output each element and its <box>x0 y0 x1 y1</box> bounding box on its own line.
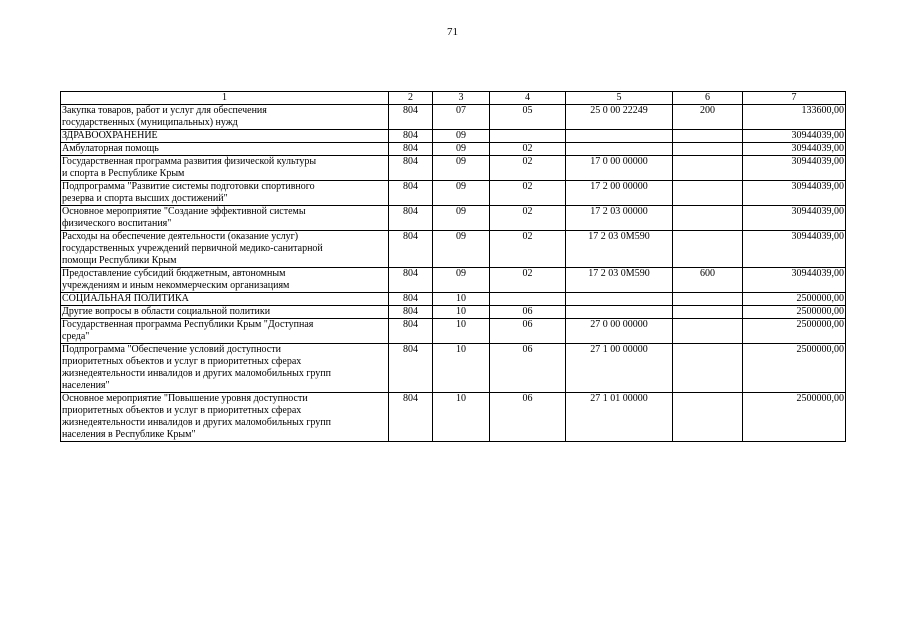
cell-subsection: 02 <box>490 231 566 268</box>
cell-gov-code: 804 <box>389 105 433 130</box>
cell-expense-type <box>673 344 743 393</box>
cell-expense-type <box>673 143 743 156</box>
cell-amount: 2500000,00 <box>743 344 846 393</box>
cell-subsection: 06 <box>490 319 566 344</box>
column-header: 4 <box>490 92 566 105</box>
cell-expense-type <box>673 306 743 319</box>
cell-gov-code: 804 <box>389 268 433 293</box>
cell-section: 10 <box>433 344 490 393</box>
cell-expense-type: 600 <box>673 268 743 293</box>
row-name: Государственная программа Республики Крым "Доступная среда" <box>61 319 389 344</box>
cell-gov-code: 804 <box>389 306 433 319</box>
column-header: 6 <box>673 92 743 105</box>
cell-expense-type <box>673 156 743 181</box>
cell-target-article: 25 0 00 22249 <box>566 105 673 130</box>
cell-target-article <box>566 306 673 319</box>
cell-amount: 30944039,00 <box>743 130 846 143</box>
cell-expense-type <box>673 231 743 268</box>
cell-target-article: 27 1 01 00000 <box>566 393 673 442</box>
cell-section: 10 <box>433 319 490 344</box>
cell-section: 09 <box>433 268 490 293</box>
table-row <box>61 319 846 344</box>
cell-section: 09 <box>433 181 490 206</box>
cell-section: 10 <box>433 293 490 306</box>
cell-target-article: 27 0 00 00000 <box>566 319 673 344</box>
row-name: Подпрограмма "Обеспечение условий доступности приоритетных объектов и услуг в приоритетных сферах жизнедеятельности инвалидов и других маломобильных групп населения" <box>61 344 389 393</box>
row-name: Государственная программа развития физической культуры и спорта в Республике Крым <box>61 156 389 181</box>
cell-gov-code: 804 <box>389 156 433 181</box>
cell-expense-type <box>673 319 743 344</box>
cell-expense-type <box>673 393 743 442</box>
cell-gov-code: 804 <box>389 130 433 143</box>
cell-subsection: 05 <box>490 105 566 130</box>
table-row <box>61 156 846 181</box>
cell-section: 10 <box>433 393 490 442</box>
cell-amount: 30944039,00 <box>743 156 846 181</box>
cell-section: 09 <box>433 231 490 268</box>
cell-subsection: 02 <box>490 206 566 231</box>
row-name: Предоставление субсидий бюджетным, автономным учреждениям и иным некоммерческим организациям <box>61 268 389 293</box>
table-row <box>61 293 846 306</box>
cell-target-article <box>566 143 673 156</box>
cell-amount: 30944039,00 <box>743 231 846 268</box>
row-name: Основное мероприятие "Создание эффективной системы физического воспитания" <box>61 206 389 231</box>
cell-target-article <box>566 130 673 143</box>
cell-subsection <box>490 293 566 306</box>
cell-expense-type <box>673 206 743 231</box>
row-name: СОЦИАЛЬНАЯ ПОЛИТИКА <box>61 293 389 306</box>
cell-amount: 2500000,00 <box>743 393 846 442</box>
cell-subsection: 06 <box>490 393 566 442</box>
cell-gov-code: 804 <box>389 181 433 206</box>
table-row <box>61 130 846 143</box>
cell-expense-type <box>673 130 743 143</box>
row-name: Закупка товаров, работ и услуг для обеспечения государственных (муниципальных) нужд <box>61 105 389 130</box>
cell-target-article: 27 1 00 00000 <box>566 344 673 393</box>
cell-subsection: 06 <box>490 306 566 319</box>
row-name: ЗДРАВООХРАНЕНИЕ <box>61 130 389 143</box>
cell-amount: 30944039,00 <box>743 206 846 231</box>
cell-expense-type: 200 <box>673 105 743 130</box>
cell-amount: 133600,00 <box>743 105 846 130</box>
cell-gov-code: 804 <box>389 393 433 442</box>
cell-subsection: 02 <box>490 143 566 156</box>
cell-subsection: 02 <box>490 156 566 181</box>
column-header: 1 <box>61 92 389 105</box>
cell-target-article: 17 2 03 0М590 <box>566 231 673 268</box>
cell-amount: 2500000,00 <box>743 293 846 306</box>
cell-target-article: 17 2 03 00000 <box>566 206 673 231</box>
table-row <box>61 143 846 156</box>
row-name: Амбулаторная помощь <box>61 143 389 156</box>
table-row <box>61 393 846 442</box>
column-header: 5 <box>566 92 673 105</box>
row-name: Подпрограмма "Развитие системы подготовки спортивного резерва и спорта высших достижений" <box>61 181 389 206</box>
cell-expense-type <box>673 293 743 306</box>
cell-section: 09 <box>433 156 490 181</box>
table-row <box>61 268 846 293</box>
cell-expense-type <box>673 181 743 206</box>
cell-subsection: 02 <box>490 268 566 293</box>
cell-amount: 2500000,00 <box>743 306 846 319</box>
cell-target-article <box>566 293 673 306</box>
cell-gov-code: 804 <box>389 206 433 231</box>
cell-section: 09 <box>433 130 490 143</box>
cell-amount: 2500000,00 <box>743 319 846 344</box>
table-row <box>61 181 846 206</box>
cell-gov-code: 804 <box>389 344 433 393</box>
table-row <box>61 344 846 393</box>
row-name: Расходы на обеспечение деятельности (оказание услуг) государственных учреждений первичной медико-санитарной помощи Республики Крым <box>61 231 389 268</box>
cell-section: 09 <box>433 206 490 231</box>
cell-section: 10 <box>433 306 490 319</box>
cell-section: 09 <box>433 143 490 156</box>
cell-section: 07 <box>433 105 490 130</box>
table-row <box>61 231 846 268</box>
cell-amount: 30944039,00 <box>743 268 846 293</box>
cell-target-article: 17 2 00 00000 <box>566 181 673 206</box>
table-row <box>61 306 846 319</box>
cell-amount: 30944039,00 <box>743 143 846 156</box>
column-header: 2 <box>389 92 433 105</box>
table-body <box>61 105 846 442</box>
cell-gov-code: 804 <box>389 293 433 306</box>
page-number: 71 <box>447 26 458 38</box>
cell-gov-code: 804 <box>389 319 433 344</box>
cell-gov-code: 804 <box>389 143 433 156</box>
cell-gov-code: 804 <box>389 231 433 268</box>
cell-amount: 30944039,00 <box>743 181 846 206</box>
table-row <box>61 206 846 231</box>
table-row <box>61 105 846 130</box>
cell-subsection: 02 <box>490 181 566 206</box>
row-name: Основное мероприятие "Повышение уровня доступности приоритетных объектов и услуг в приоритетных сферах жизнедеятельности инвалидов и других маломобильных групп населения в Республике Крым" <box>61 393 389 442</box>
cell-target-article: 17 0 00 00000 <box>566 156 673 181</box>
row-name: Другие вопросы в области социальной политики <box>61 306 389 319</box>
budget-table <box>60 91 846 442</box>
cell-target-article: 17 2 03 0М590 <box>566 268 673 293</box>
column-header: 3 <box>433 92 490 105</box>
column-header: 7 <box>743 92 846 105</box>
cell-subsection <box>490 130 566 143</box>
header-row <box>61 92 846 105</box>
cell-subsection: 06 <box>490 344 566 393</box>
